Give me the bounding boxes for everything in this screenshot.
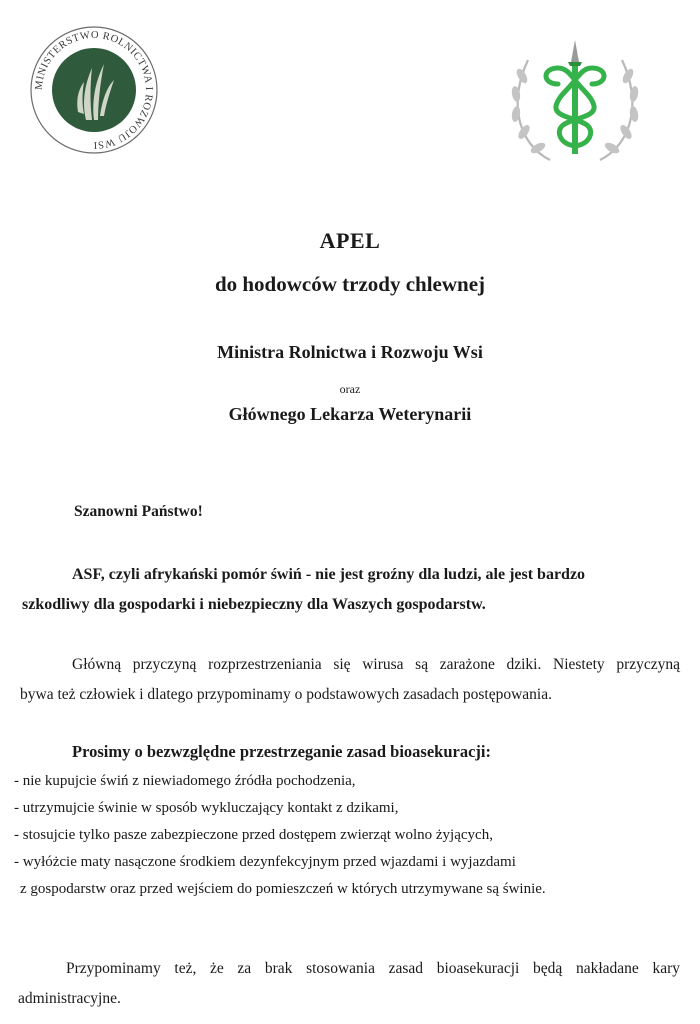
rules-list <box>14 768 684 903</box>
asf-line-2: szkodliwy dla gospodarki i niebezpieczny dla Waszych gospodarstw. <box>22 596 486 613</box>
staff-serpent-icon <box>546 40 604 154</box>
reminder-line-2: administracyjne. <box>18 990 121 1007</box>
issuer-conjunction: oraz <box>339 382 361 396</box>
seal-text: MINISTERSTWO ROLNICTWA I ROZWOJU WSI <box>33 29 155 151</box>
bioassecurity-request: Prosimy o bezwzględne przestrzeganie zasad bioasekuracji: <box>72 742 491 761</box>
list-item: z gospodarstw oraz przed wejściem do pomieszczeń w których utrzymywane są świnie. <box>20 881 546 897</box>
cause-line-1: Główną przyczyną rozprzestrzeniania się wirusa są zarażone dziki. Niestety przyczyną <box>72 656 680 673</box>
issuer-minister: Ministra Rolnictwa i Rozwoju Wsi <box>217 342 483 362</box>
list-item: - nie kupujcie świń z niewiadomego źródła pochodzenia, <box>14 773 356 789</box>
list-item: - stosujcie tylko pasze zabezpieczone przed dostępem zwierząt wolno żyjących, <box>14 827 493 843</box>
veterinary-emblem-logo <box>500 32 650 172</box>
reminder-line-1: Przypominamy też, że za brak stosowania zasad bioasekuracji będą nakładane kary <box>66 960 680 977</box>
asf-line-1: ASF, czyli afrykański pomór świń - nie jest groźny dla ludzi, ale jest bardzo <box>72 566 586 583</box>
ministry-seal-logo <box>28 24 160 156</box>
cause-paragraph <box>20 650 680 710</box>
cause-line-2: bywa też człowiek i dlatego przypominamy o podstawowych zasadach postępowania. <box>20 686 552 703</box>
page-subtitle: do hodowców trzody chlewnej <box>214 272 486 296</box>
asf-paragraph <box>22 560 674 620</box>
list-item: - utrzymujcie świnie w sposób wykluczający kontakt z dzikami, <box>14 800 399 816</box>
greeting: Szanowni Państwo! <box>74 503 203 520</box>
page-title: APEL <box>319 228 381 253</box>
issuer-chief-veterinarian: Głównego Lekarza Weterynarii <box>228 404 472 424</box>
list-item: - wyłóżcie maty nasączone środkiem dezynfekcyjnym przed wjazdami i wyjazdami <box>14 854 516 870</box>
reminder-paragraph <box>18 954 680 1014</box>
